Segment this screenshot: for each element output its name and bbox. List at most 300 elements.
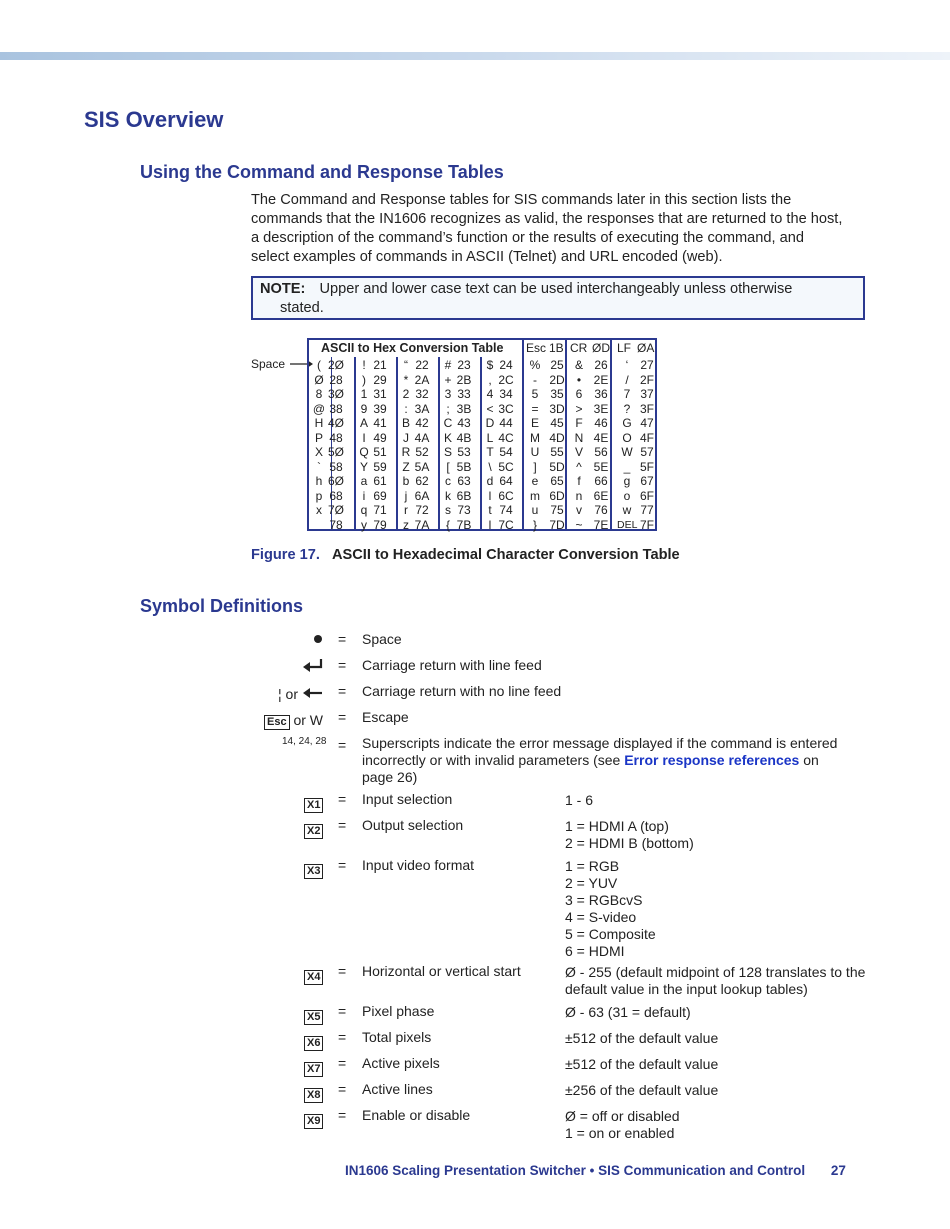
ascii-cell: D [485,416,495,430]
variable-value: 1 = on or enabled [565,1125,675,1141]
symbol-desc-superscripts: Superscripts indicate the error message displayed if the command is entered incorrectly or with invalid parameters (see Error response references on page 26) [362,735,838,785]
ascii-cell: 47 [640,416,654,430]
ascii-cell: 4 [486,387,494,401]
variable-badge: X8 [304,1088,323,1103]
variable-badge: X9 [304,1114,323,1129]
ascii-cell: 7Ø [327,503,344,517]
ascii-cell: 2 [402,387,410,401]
ascii-cell: 76 [594,503,608,517]
return-arrow-icon [303,658,323,672]
ascii-cell: 73 [457,503,471,517]
variable-label: Enable or disable [362,1107,471,1123]
ascii-cell: 32 [415,387,429,401]
ascii-cell: 29 [373,372,387,387]
ascii-hex-table [307,338,657,531]
ascii-cell: ] [533,459,537,474]
ascii-cell: 7C [498,517,514,532]
ascii-cell: R [401,445,411,459]
variable-label: Output selection [362,817,464,833]
variable-label: Active lines [362,1081,433,1097]
ascii-cell: 36 [594,387,608,401]
paragraph-line: The Command and Response tables for SIS commands later in this section lists the [251,192,792,208]
ascii-cell: 75 [550,503,564,517]
ascii-cell: 2E [593,372,609,387]
ascii-cell: 4A [414,430,430,445]
ascii-cell: 3C [498,401,514,416]
header-accent-bar [0,52,950,60]
ascii-cell: w [622,503,632,517]
paragraph-line: commands that the IN1606 recognizes as valid, the responses that are returned to the host, [251,211,843,227]
ascii-cell: W [621,445,633,459]
variable-values [565,1004,691,1021]
equals-sign: = [338,1055,347,1071]
ascii-cell: @ [312,401,326,416]
note-text: Upper and lower case text can be used interchangeably unless otherwise [319,281,793,297]
left-arrow-icon [303,687,323,699]
ascii-cell: 4Ø [327,416,344,430]
variable-label: Active pixels [362,1055,440,1071]
ascii-cell: 3A [414,401,430,416]
ascii-cell: V [574,445,583,459]
ascii-cell: Q [359,445,369,459]
equals-sign: = [338,1029,347,1045]
variable-value: Ø = off or disabled [565,1108,680,1124]
table-divider [354,357,356,529]
equals-sign: = [338,791,347,807]
equals-sign: = [338,857,347,873]
equals-sign: = [338,817,347,833]
ascii-cell: 6D [549,488,565,503]
ascii-cell: i [362,488,366,503]
figure-caption [251,547,680,563]
ascii-cell: d [486,474,494,488]
ascii-cell: x [316,503,322,517]
esc-key-icon: Esc [264,715,290,730]
ascii-cell: 4F [639,430,654,445]
variable-value: 4 = S-video [565,909,637,925]
ascii-cell: 31 [373,387,387,401]
symbol-desc-cr: Carriage return with no line feed [362,683,562,699]
ascii-cell: T [486,445,494,459]
variable-label: Input video format [362,857,475,873]
table-divider [396,357,398,529]
equals-sign: = [338,657,347,673]
ascii-cell: 3E [593,401,609,416]
ascii-cell: DEL [617,518,638,531]
ascii-column [547,358,567,532]
ascii-column [453,358,475,532]
variable-value: ±512 of the default value [565,1030,719,1046]
ascii-cell: ) [362,372,366,387]
equals-sign: = [338,683,347,699]
variable-value: 6 = HDMI [565,943,625,959]
ascii-cell: • [576,372,582,387]
variable-key-x2 [304,821,323,839]
ascii-cell: } [532,517,537,532]
section-title: SIS Overview [84,107,224,132]
ascii-cell: N [574,430,584,445]
variable-badge: X1 [304,798,323,813]
ascii-cell: ( [317,358,321,372]
ascii-cell: 35 [550,387,564,401]
ascii-cell: ~ [575,517,583,532]
paragraph-line: a description of the command’s function or the results of executing the command, and [251,230,804,246]
ascii-cell: e [531,474,539,488]
header-lf-hex: ØA [637,341,655,355]
ascii-cell: 46 [594,416,608,430]
variable-value: 5 = Composite [565,926,656,942]
ascii-cell: # [444,358,452,372]
ascii-cell: Y [359,459,368,474]
variable-value: ±512 of the default value [565,1056,719,1072]
ascii-cell: 6Ø [327,474,344,488]
variable-key-x8 [304,1085,323,1103]
esc-alt-text: or W [293,712,324,728]
ascii-column [569,358,589,532]
ascii-cell: b [402,474,410,488]
ascii-cell: % [529,358,541,372]
ascii-cell: u [531,503,539,517]
ascii-cell: Z [402,459,410,474]
header-lf: LF [617,341,632,355]
ascii-cell: y [361,517,367,532]
ascii-cell: 9 [360,401,368,416]
ascii-cell: 7A [414,517,430,532]
ascii-cell: 8 [315,387,323,401]
ascii-cell: t [488,503,492,517]
header-esc-hex: 1B [549,341,564,355]
variable-value: default value in the input lookup tables) [565,981,808,997]
note-label: NOTE: [260,281,306,297]
ascii-cell: 56 [594,445,608,459]
ascii-cell: P [314,430,323,445]
figure-title: ASCII to Hexadecimal Character Conversion Table [332,547,680,563]
ascii-cell: 6 [575,387,583,401]
ascii-column [617,358,637,532]
ascii-cell: o [623,488,631,503]
variable-key-x9 [304,1111,323,1129]
ascii-cell: 62 [415,474,429,488]
ascii-cell: \ [488,459,492,474]
variable-value: 2 = HDMI B (bottom) [565,835,694,851]
header-esc: Esc [526,341,547,355]
variable-badge: X4 [304,970,323,985]
variable-label: Pixel phase [362,1003,435,1019]
ascii-cell: ; [446,401,450,416]
variable-value: 1 - 6 [565,792,594,808]
ascii-cell: 52 [415,445,429,459]
subsection-title-symbols: Symbol Definitions [140,596,304,616]
ascii-cell: 4E [593,430,609,445]
equals-sign: = [338,1107,347,1123]
ascii-cell: 3F [639,401,654,416]
ascii-cell: 4B [456,430,472,445]
ascii-cell: 33 [457,387,471,401]
ascii-cell: 69 [373,488,387,503]
ascii-cell: 7D [549,517,565,532]
ascii-column [495,358,517,532]
ascii-cell: 3Ø [327,387,344,401]
ascii-cell: [ [446,459,450,474]
ascii-cell: > [575,401,583,416]
variable-badge: X6 [304,1036,323,1051]
table-divider [438,357,440,529]
ascii-cell: “ [404,358,408,372]
variable-value: 1 = HDMI A (top) [565,818,669,834]
ascii-cell: J [403,430,409,445]
ascii-cell: h [315,474,323,488]
ascii-cell: c [445,474,451,488]
equals-sign: = [338,709,347,725]
equals-sign: = [338,631,347,647]
ascii-cell: 7 [623,387,631,401]
ascii-cell: 5C [498,459,514,474]
ascii-cell: 3B [456,401,472,416]
ascii-cell: 3D [549,401,565,416]
equals-sign: = [338,1003,347,1019]
ascii-cell: A [359,416,368,430]
ascii-cell: 78 [329,517,343,532]
variable-value: Ø - 63 (31 = default) [565,1004,691,1020]
ascii-cell: q [360,503,368,517]
ascii-cell: E [530,416,539,430]
ascii-cell: * [403,372,409,387]
header-cr: CR [570,341,588,355]
ascii-cell: + [444,372,452,387]
note-box [251,276,865,320]
page-footer [345,1163,846,1178]
ascii-cell: 7F [639,517,654,532]
ascii-cell: 7B [456,517,472,532]
intro-paragraph [251,191,871,267]
ascii-cell: ^ [576,459,582,474]
ascii-cell: B [401,416,410,430]
ascii-cell: 59 [373,459,387,474]
ascii-cell: I [362,430,366,445]
ascii-cell: 79 [373,517,387,532]
ascii-cell: v [576,503,582,517]
ascii-cell: 5D [549,459,565,474]
ascii-cell: z [403,517,409,532]
ascii-cell: ! [362,358,366,372]
ascii-cell: C [443,416,453,430]
ascii-cell: 53 [457,445,471,459]
ascii-cell: < [486,401,494,416]
variable-values [565,1056,718,1073]
variable-badge: X3 [304,864,323,879]
esc-symbol [264,712,323,730]
ascii-cell: 4D [549,430,565,445]
variable-key-x7 [304,1059,323,1077]
ascii-cell: 24 [499,358,513,372]
ascii-cell: s [445,503,451,517]
ascii-cell: 5A [414,459,430,474]
variable-badge: X7 [304,1062,323,1077]
ascii-cell: 38 [329,401,343,416]
ascii-column [312,358,326,518]
ascii-cell: 74 [499,503,513,517]
ascii-cell: 4C [498,430,514,445]
ascii-cell: ‘ [625,358,629,372]
ascii-cell: 23 [457,358,471,372]
ascii-cell: 72 [415,503,429,517]
variable-badge: X5 [304,1010,323,1025]
ascii-cell: 37 [640,387,654,401]
ascii-cell: O [622,430,632,445]
variable-key-x4 [304,967,323,985]
ascii-cell: U [530,445,540,459]
variable-key-x5 [304,1007,323,1025]
ascii-cell: 44 [499,416,513,430]
ascii-cell: 51 [373,445,387,459]
ascii-cell: j [404,488,408,503]
subsection-title-command-tables: Using the Command and Response Tables [140,162,504,182]
error-response-link[interactable]: Error response references [624,752,800,768]
ascii-cell: g [623,474,631,488]
ascii-cell: a [360,474,368,488]
ascii-column [591,358,611,532]
header-cr-hex: ØD [592,341,610,355]
ascii-cell: 2C [498,372,514,387]
bullet-space-icon [313,634,323,644]
variable-value: ±256 of the default value [565,1082,719,1098]
variable-values [565,1082,718,1099]
ascii-column [369,358,391,532]
ascii-cell: 2Ø [327,358,344,372]
ascii-cell: m [530,488,540,503]
equals-sign: = [338,737,347,753]
variable-label: Total pixels [362,1029,432,1045]
ascii-cell: & [574,358,583,372]
ascii-cell: 22 [415,358,429,372]
ascii-cell: 64 [499,474,513,488]
variable-values [565,1108,680,1142]
ascii-cell: Ø [314,372,324,387]
ascii-cell: 7E [593,517,609,532]
ascii-cell: K [443,430,452,445]
ascii-cell: 6F [639,488,654,503]
ascii-cell: 61 [373,474,387,488]
ascii-cell: 65 [550,474,564,488]
ascii-cell: : [404,401,408,416]
ascii-cell: 77 [640,503,654,517]
ascii-cell: 55 [550,445,564,459]
variable-badge: X2 [304,824,323,839]
ascii-column [525,358,545,532]
ascii-cell: L [486,430,494,445]
ascii-cell: 54 [499,445,513,459]
note-text-continued: stated. [280,300,324,316]
cr-symbol-label: ¦ or [278,686,298,702]
ascii-cell: k [445,488,451,503]
variable-value: 2 = YUV [565,875,618,891]
symbol-desc-space: Space [362,631,402,647]
variable-value: 1 = RGB [565,858,620,874]
ascii-cell: r [404,503,408,517]
ascii-cell: 5E [593,459,609,474]
ascii-cell: n [575,488,583,503]
variable-values [565,964,865,998]
symbol-desc-crlf: Carriage return with line feed [362,657,542,673]
ascii-column [637,358,657,532]
ascii-cell: = [531,401,539,416]
variable-values [565,818,694,852]
ascii-cell: 45 [550,416,564,430]
ascii-cell: 3 [444,387,452,401]
ascii-cell: p [315,488,323,503]
ascii-cell: X [314,445,323,459]
ascii-cell: 2B [456,372,472,387]
ascii-cell: 25 [550,358,564,372]
ascii-cell: l [488,517,492,532]
ascii-cell: 68 [329,488,343,503]
ascii-cell: 42 [415,416,429,430]
ascii-cell: 28 [329,372,343,387]
ascii-cell: 57 [640,445,654,459]
ascii-cell: 71 [373,503,387,517]
ascii-cell: 2A [414,372,430,387]
ascii-cell: 5Ø [327,445,344,459]
space-label: Space [251,357,286,371]
variable-values [565,858,656,960]
ascii-column [325,358,347,532]
ascii-cell: 5F [639,459,654,474]
ascii-cell: 39 [373,401,387,416]
ascii-cell: { [445,517,450,532]
ascii-cell: F [575,416,583,430]
ascii-cell: 41 [373,416,387,430]
variable-label: Input selection [362,791,453,807]
ascii-cell: 2F [639,372,654,387]
ascii-cell: l [488,488,492,503]
ascii-cell: 48 [329,430,343,445]
paragraph-line: select examples of commands in ASCII (Telnet) and URL encoded (web). [251,249,723,265]
ascii-cell: / [625,372,629,387]
variable-value: 3 = RGBcvS [565,892,643,908]
ascii-cell: f [577,474,581,488]
ascii-cell: 6E [593,488,609,503]
ascii-cell: 26 [594,358,608,372]
ascii-cell: 5B [456,459,472,474]
figure-number: Figure 17. [251,547,320,563]
ascii-cell: 27 [640,358,654,372]
ascii-cell: _ [623,459,631,474]
ascii-cell: 1 [360,387,368,401]
ascii-cell: ? [623,401,631,416]
equals-sign: = [338,1081,347,1097]
variable-key-x6 [304,1033,323,1051]
ascii-cell: 58 [329,459,343,474]
variable-key-x1 [304,795,323,813]
variable-key-x3 [304,861,323,879]
ascii-cell: 66 [594,474,608,488]
footer-title: IN1606 Scaling Presentation Switcher • SIS Communication and Control [345,1163,806,1178]
ascii-cell: 2D [549,372,565,387]
table-divider [480,357,482,529]
ascii-column [411,358,433,532]
ascii-cell: 43 [457,416,471,430]
ascii-cell: , [488,372,492,387]
ascii-cell: H [314,416,324,430]
ascii-cell: 49 [373,430,387,445]
ascii-cell: 34 [499,387,513,401]
ascii-cell: 6B [456,488,472,503]
ascii-cell: 6A [414,488,430,503]
page-number: 27 [830,1163,846,1178]
ascii-cell: G [622,416,632,430]
superscript-example: 14, 24, 28 [282,736,327,747]
ascii-cell: 67 [640,474,654,488]
